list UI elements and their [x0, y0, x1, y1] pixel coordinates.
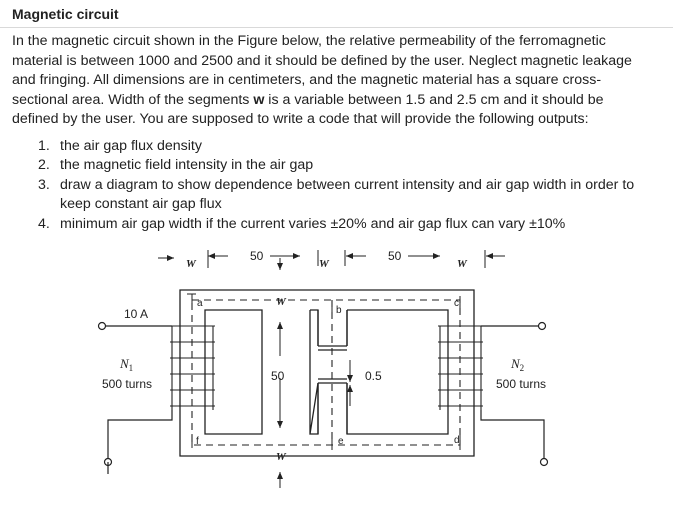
- dim-50-left: 50: [250, 249, 264, 263]
- n1-terminal-top: [99, 323, 106, 330]
- magnetic-circuit-figure: [0, 238, 673, 528]
- center-leg-left-edge: [310, 310, 318, 434]
- point-a: a: [197, 298, 203, 309]
- gap-length-label: 0.5: [365, 369, 382, 383]
- w-label-bottom-yoke: W: [276, 451, 286, 463]
- n2-symbol: $N_2$: [511, 356, 525, 373]
- list-item-number: 1.: [38, 138, 50, 154]
- core-outline: [180, 290, 474, 456]
- list-item-number: 4.: [38, 215, 50, 232]
- n2-terminal-bottom: [541, 459, 548, 466]
- list-item: [38, 215, 648, 234]
- n2-leads: [481, 326, 547, 460]
- list-item-number: 2.: [38, 157, 50, 174]
- list-item-number: 3.: [38, 176, 50, 193]
- point-b: b: [336, 305, 342, 316]
- list-item-text: draw a diagram to show dependence between current intensity and air gap width in order to keep constant air gap flux: [60, 176, 635, 213]
- core-outer-edge: [180, 290, 474, 456]
- title-divider: [0, 27, 673, 28]
- point-f: f: [196, 436, 199, 447]
- paragraph-w-bold: w: [253, 91, 265, 108]
- n1-leads: [103, 326, 172, 460]
- point-e: e: [338, 436, 344, 447]
- w-label-center: W: [319, 258, 329, 270]
- dim-50-right: 50: [388, 249, 402, 263]
- n2-turns-label: 500 turns: [496, 377, 547, 391]
- current-label: 10 A: [124, 307, 149, 321]
- page-title: Magnetic circuit: [12, 6, 119, 22]
- paragraph-part-1: In the magnetic circuit shown in the Figure below, the relative permeability of the ferromagnetic material is between 1000 and 2500 and it should be defined by the user. Neglect magnetic leakage and fringing. All dimensions are in centimeters, and the magnetic material has a square cross-sectional area. Width of the segments: [12, 33, 632, 108]
- list-item-text: the air gap flux density: [60, 138, 202, 154]
- list-item: [38, 156, 648, 175]
- dim-50-vertical: 50: [271, 369, 285, 383]
- list-item: [38, 137, 648, 156]
- point-c: c: [454, 298, 459, 309]
- mean-path: [192, 300, 460, 445]
- n1-turns-label: 500 turns: [102, 377, 153, 391]
- outputs-list: [38, 137, 648, 234]
- point-d: d: [454, 435, 460, 446]
- problem-paragraph: [12, 32, 642, 130]
- list-item-text: the magnetic field intensity in the air gap: [60, 157, 314, 174]
- right-window: [347, 310, 448, 434]
- w-label-top-yoke: W: [276, 296, 286, 308]
- point-markers: [187, 294, 460, 450]
- list-item: [38, 176, 648, 215]
- paragraph-part-3: is a variable between 1.5 and 2.5 cm and it should be defined by the user. You are supposed to write a code that will provide the following outputs:: [12, 91, 604, 128]
- n2-terminal-top: [539, 323, 546, 330]
- list-item-text: minimum air gap width if the current varies ±20% and air gap flux can vary ±10%: [60, 215, 566, 232]
- w-label-left: W: [186, 258, 196, 270]
- n1-symbol: $N_1$: [120, 356, 134, 373]
- w-label-right: W: [457, 258, 467, 270]
- dimension-arrows: [158, 250, 505, 488]
